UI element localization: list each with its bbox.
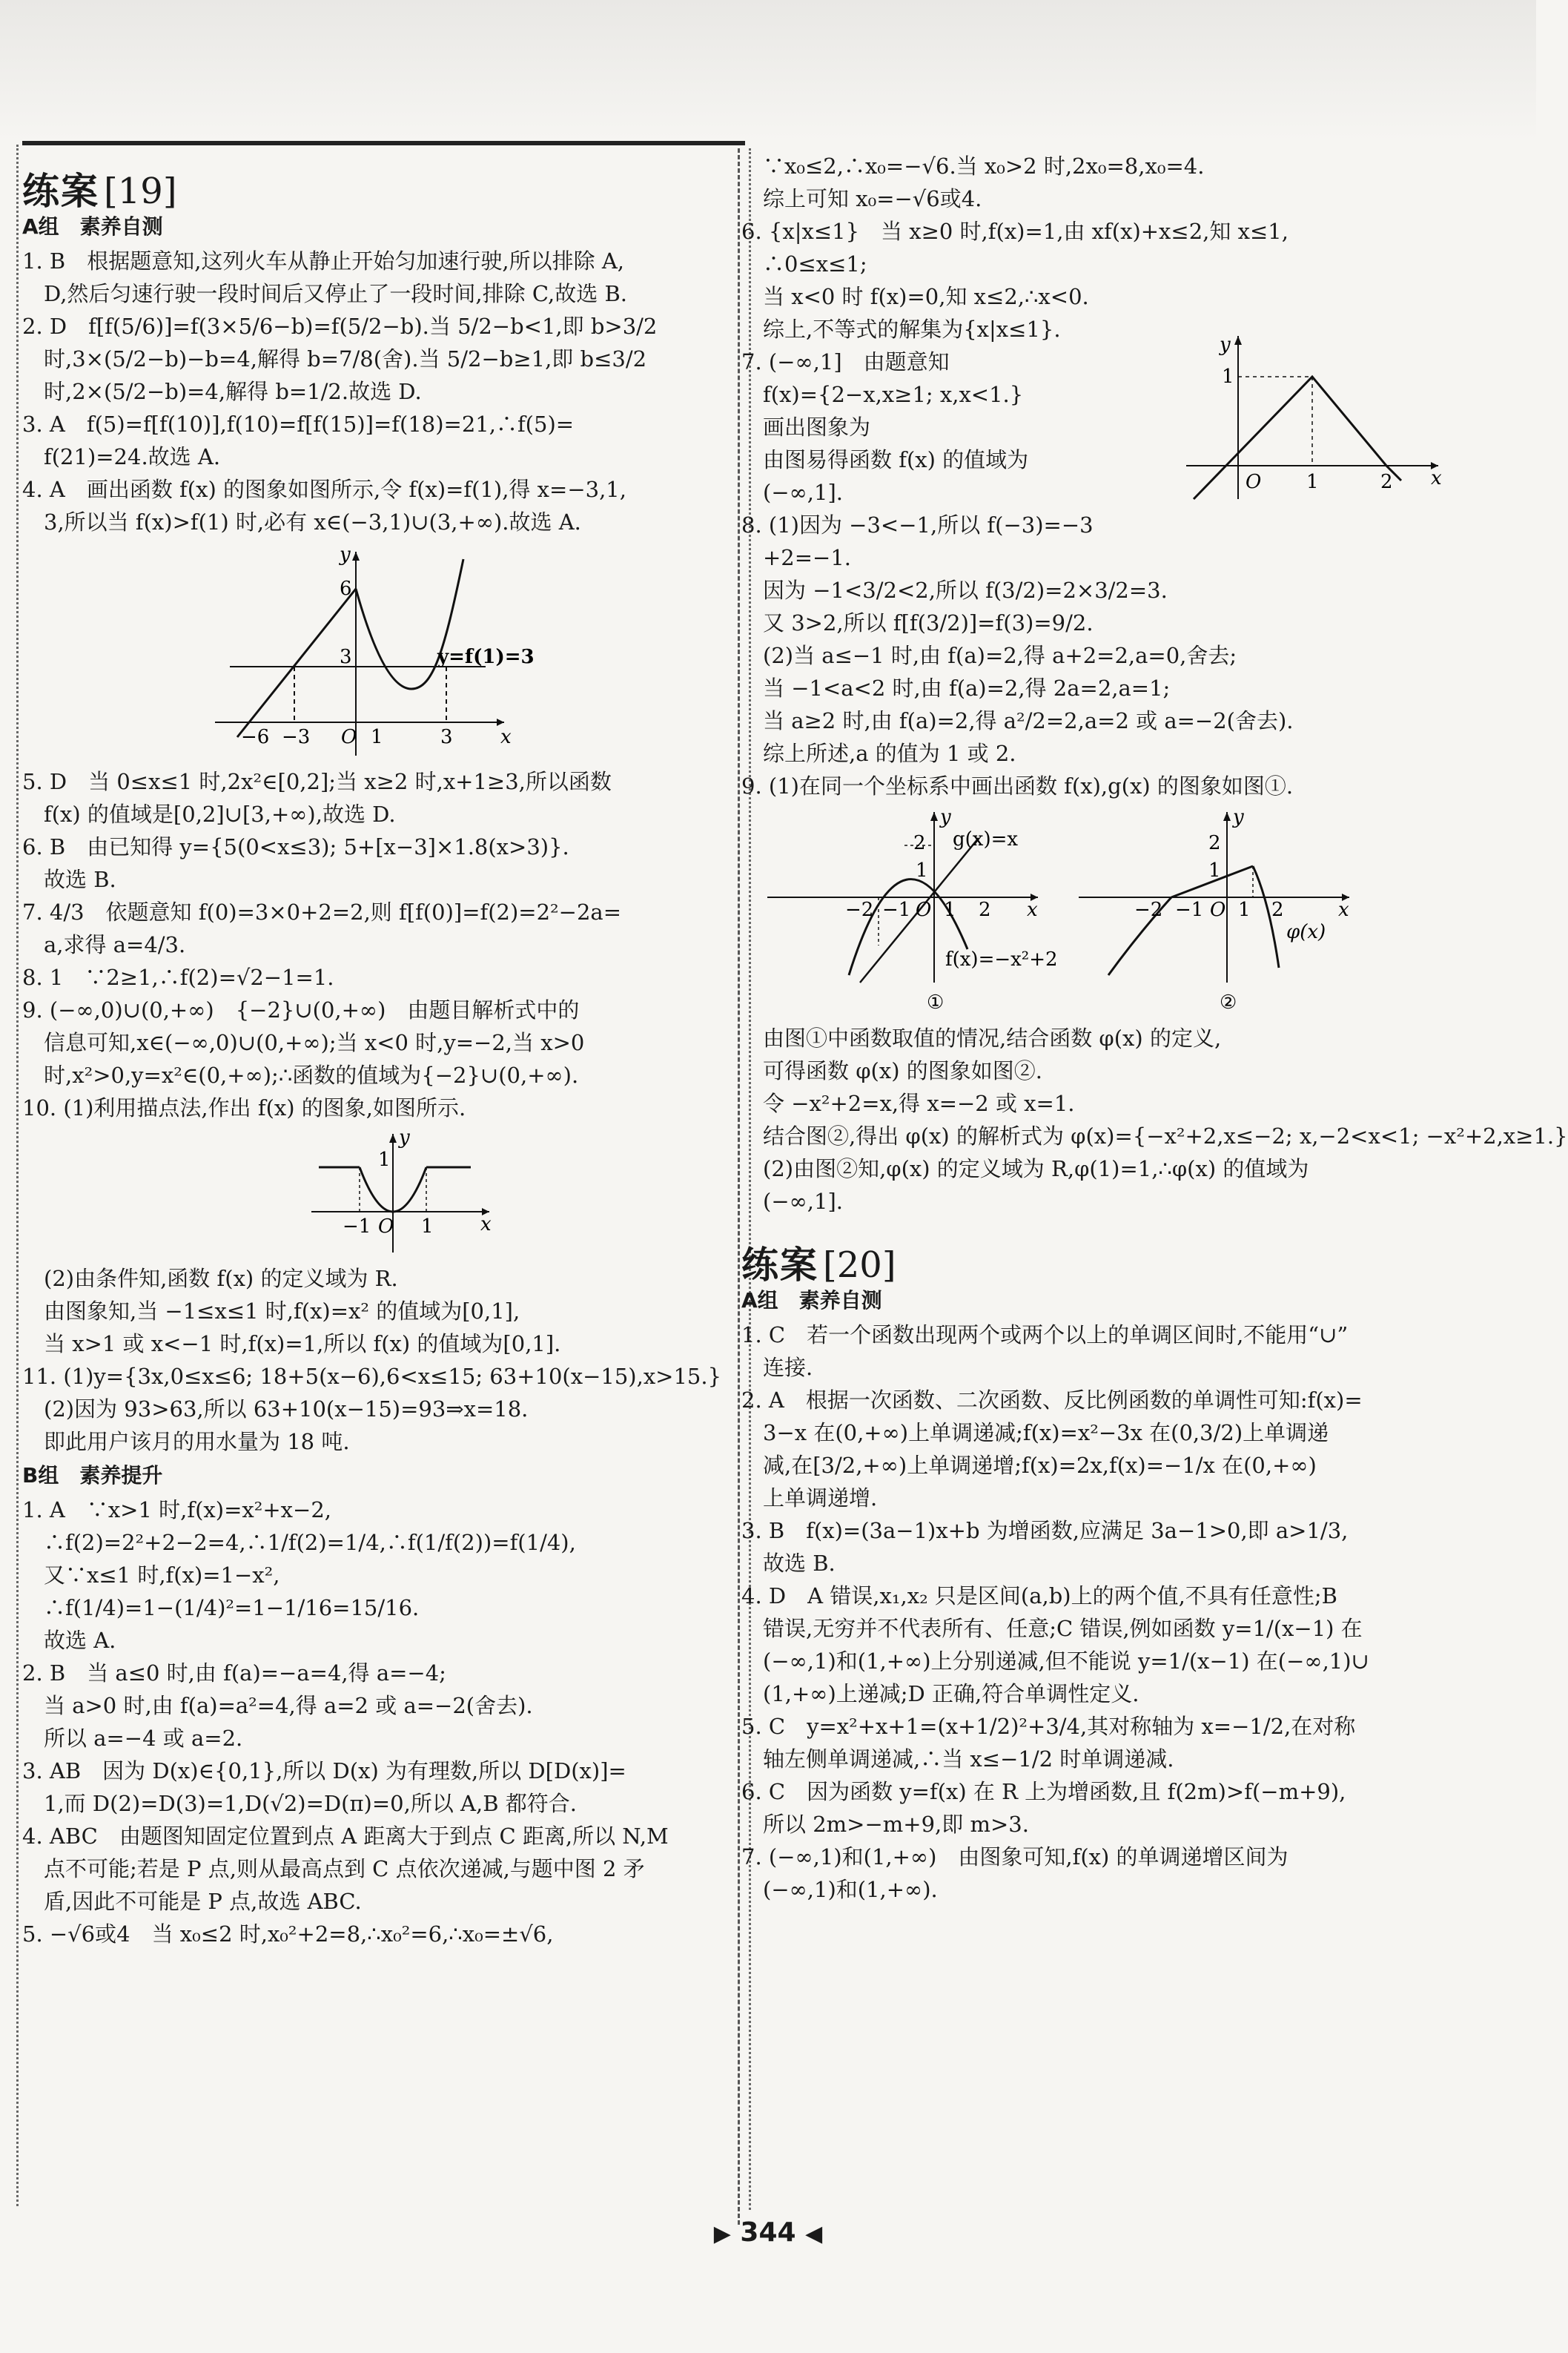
- answer-line: 由图易得函数 f(x) 的值域为: [741, 447, 1029, 472]
- graph-q4: [208, 544, 745, 759]
- axis-label-y: y: [340, 544, 351, 566]
- answer-line: 3. A f(5)=f[f(10)],f(10)=f[f(15)]=f(18)=21,∴f(5)=: [22, 412, 575, 437]
- axis-label-y: y: [1220, 334, 1231, 356]
- graph-q9-2: [1075, 808, 1357, 1016]
- tick-label: −1: [343, 1215, 371, 1238]
- answer-line: f(x) 的值域是[0,2]∪[3,+∞),故选 D.: [22, 802, 396, 827]
- origin-label: O: [1210, 899, 1226, 921]
- graph-pair-q9: [764, 802, 1486, 1022]
- answer-line: 7. (−∞,1)和(1,+∞) 由图象可知,f(x) 的单调递增区间为: [741, 1844, 1289, 1869]
- answer-line: 时,x²>0,y=x²∈(0,+∞);∴函数的值域为{−2}∪(0,+∞).: [22, 1063, 579, 1088]
- line-label: g(x)=x: [953, 828, 1019, 851]
- answer-line: (−∞,1)和(1,+∞)上分别递减,但不能说 y=1/(x−1) 在(−∞,1)∪: [741, 1649, 1369, 1674]
- answer-line: 3. B f(x)=(3a−1)x+b 为增函数,应满足 3a−1>0,即 a>1/3,: [741, 1518, 1349, 1543]
- answer-line: 由图象知,当 −1≤x≤1 时,f(x)=x² 的值域为[0,1],: [22, 1298, 520, 1324]
- answer-line: 2. A 根据一次函数、二次函数、反比例函数的单调性可知:f(x)=: [741, 1387, 1363, 1413]
- answer-line: 令 −x²+2=x,得 x=−2 或 x=1.: [741, 1091, 1075, 1116]
- answer-line: 错误,无穷并不代表所有、任意;C 错误,例如函数 y=1/(x−1) 在: [741, 1616, 1363, 1641]
- axis-label-x: x: [500, 726, 512, 748]
- tick-label: −1: [1175, 899, 1204, 921]
- answer-line: ∵x₀≤2,∴x₀=−√6.当 x₀>2 时,2x₀=8,x₀=4.: [741, 154, 1205, 179]
- answer-line: 5. C y=x²+x+1=(x+1/2)²+3/4,其对称轴为 x=−1/2,在对称: [741, 1714, 1356, 1739]
- tick-label: 2: [913, 832, 926, 854]
- axis-label-x: x: [1338, 899, 1349, 921]
- origin-label: O: [916, 899, 932, 921]
- answer-line: 故选 B.: [741, 1551, 836, 1576]
- tick-label: 1: [1306, 471, 1319, 493]
- answer-line: 4. A 画出函数 f(x) 的图象如图所示,令 f(x)=f(1),得 x=−3,1,: [22, 477, 626, 502]
- group-a-heading: A组 素养自测: [741, 1288, 882, 1313]
- group-a-heading: A组 素养自测: [22, 214, 163, 239]
- tick-label: 3: [440, 726, 453, 748]
- section-header-20: [741, 1224, 1486, 1287]
- graph-q10: [304, 1126, 745, 1256]
- answer-line: ∴f(1/4)=1−(1/4)²=1−1/16=15/16.: [22, 1595, 420, 1620]
- answer-line: 因为 −1<3/2<2,所以 f(3/2)=2×3/2=3.: [741, 578, 1168, 603]
- axis-label-y: y: [1233, 806, 1244, 828]
- answer-line: 故选 A.: [22, 1628, 116, 1653]
- answer-line: 综上可知 x₀=−√6或4.: [741, 186, 982, 211]
- axis-label-x: x: [1027, 899, 1038, 921]
- axis-label-x: x: [1431, 467, 1442, 489]
- answer-line: 5. −√6或4 当 x₀≤2 时,x₀²+2=8,∴x₀²=6,∴x₀=±√6,: [22, 1921, 554, 1947]
- answer-line: +2=−1.: [741, 545, 852, 570]
- answer-line: (2)由条件知,函数 f(x) 的定义域为 R.: [22, 1266, 398, 1291]
- graph-q7: [1179, 332, 1446, 503]
- answer-line: 时,3×(5/2−b)−b=4,解得 b=7/8(舍).当 5/2−b≥1,即 b≤3/2: [22, 346, 647, 372]
- tick-label: −2: [1134, 899, 1163, 921]
- answer-line: 点不可能;若是 P 点,则从最高点到 C 点依次递减,与题中图 2 矛: [22, 1856, 645, 1881]
- answer-block: [22, 1262, 745, 1950]
- answer-line: 6. {x|x≤1} 当 x≥0 时,f(x)=1,由 xf(x)+x≤2,知 x≤1,: [741, 219, 1289, 244]
- answer-line: (1,+∞)上递减;D 正确,符合单调性定义.: [741, 1681, 1139, 1706]
- answer-line: 1. A ∵x>1 时,f(x)=x²+x−2,: [22, 1497, 331, 1522]
- answer-line: 盾,因此不可能是 P 点,故选 ABC.: [22, 1889, 362, 1914]
- answer-line: 11. (1)y={3x,0≤x≤6; 18+5(x−6),6<x≤15; 63+10(x−15),x>15.}: [22, 1364, 722, 1389]
- answer-line: 所以 2m>−m+9,即 m>3.: [741, 1812, 1029, 1837]
- answer-line: 当 a≥2 时,由 f(a)=2,得 a²/2=2,a=2 或 a=−2(舍去).: [741, 708, 1294, 733]
- answer-line: 6. C 因为函数 y=f(x) 在 R 上为增函数,且 f(2m)>f(−m+9),: [741, 1779, 1346, 1804]
- answer-line: 3. AB 因为 D(x)∈{0,1},所以 D(x) 为有理数,所以 D[D(x)]=: [22, 1758, 626, 1783]
- tick-label: 6: [340, 578, 352, 600]
- tick-label: 1: [944, 899, 956, 921]
- answer-line: 4. D A 错误,x₁,x₂ 只是区间(a,b)上的两个值,不具有任意性;B: [741, 1583, 1337, 1608]
- answer-line: 9. (−∞,0)∪(0,+∞) {−2}∪(0,+∞) 由题目解析式中的: [22, 997, 580, 1023]
- answer-line: 2. D f[f(5/6)]=f(3×5/6−b)=f(5/2−b).当 5/2−b<1,即 b>3/2: [22, 314, 658, 339]
- answer-line: 7. (−∞,1] 由题意知: [741, 349, 950, 374]
- answer-line: 综上所述,a 的值为 1 或 2.: [741, 741, 1016, 766]
- group-b-heading: B组 素养提升: [22, 1463, 163, 1488]
- tick-label: 2: [1208, 832, 1221, 854]
- answer-line: 信息可知,x∈(−∞,0)∪(0,+∞);当 x<0 时,y=−2,当 x>0: [22, 1030, 585, 1055]
- answer-block: [22, 765, 745, 1124]
- answer-line: 8. 1 ∵2≥1,∴f(2)=√2−1=1.: [22, 965, 334, 990]
- section-title: 练案: [22, 170, 99, 213]
- answer-block: [741, 1022, 1568, 1218]
- figure-caption: ②: [1220, 991, 1237, 1014]
- graph-q9-1: [764, 806, 1058, 1016]
- answer-line: 8. (1)因为 −3<−1,所以 f(−3)=−3: [741, 512, 1094, 538]
- section-number: [19]: [104, 171, 177, 212]
- answer-line: 轴左侧单调递减,∴当 x≤−1/2 时单调递减.: [741, 1746, 1174, 1772]
- section-number: [20]: [823, 1244, 896, 1286]
- answer-line: 3,所以当 f(x)>f(1) 时,必有 x∈(−3,1)∪(3,+∞).故选 A.: [22, 509, 581, 535]
- answer-line: 可得函数 φ(x) 的图象如图②.: [741, 1058, 1042, 1083]
- figure-caption: ①: [927, 991, 945, 1014]
- answer-line: 所以 a=−4 或 a=2.: [22, 1726, 243, 1751]
- tick-label: 1: [1222, 366, 1234, 388]
- tick-label: −1: [882, 899, 911, 921]
- answer-line: 当 −1<a<2 时,由 f(a)=2,得 2a=2,a=1;: [741, 676, 1171, 701]
- answer-line: ∴f(2)=2²+2−2=4,∴1/f(2)=1/4,∴f(1/f(2))=f(1/4),: [22, 1530, 576, 1555]
- tick-label: 1: [1238, 899, 1251, 921]
- answer-line: 7. 4/3 依题意知 f(0)=3×0+2=2,则 f[f(0)]=f(2)=2²−2a=: [22, 900, 622, 925]
- origin-label: O: [341, 726, 357, 748]
- answer-line: 由图①中函数取值的情况,结合函数 φ(x) 的定义,: [741, 1026, 1222, 1051]
- answer-line: (−∞,1)和(1,+∞).: [741, 1877, 938, 1902]
- answer-line: 画出图象为: [741, 415, 871, 440]
- page-number: ▶ 344 ◀: [713, 2217, 823, 2248]
- answer-block: [741, 1319, 1486, 1906]
- answer-line: (2)由图②知,φ(x) 的定义域为 R,φ(1)=1,∴φ(x) 的值域为: [741, 1156, 1309, 1181]
- answer-line: 减,在[3/2,+∞)上单调递增;f(x)=2x,f(x)=−1/x 在(0,+∞): [741, 1453, 1317, 1478]
- answer-line: f(x)={2−x,x≥1; x,x<1.}: [741, 382, 1024, 407]
- axis-label-x: x: [480, 1213, 492, 1235]
- curve-label: φ(x): [1286, 921, 1326, 943]
- answer-line: 即此用户该月的用水量为 18 吨.: [22, 1429, 350, 1454]
- tick-label: 3: [340, 646, 352, 668]
- answer-block: [22, 245, 745, 538]
- answer-line: 综上,不等式的解集为{x|x≤1}.: [741, 317, 1061, 342]
- section-title: 练案: [741, 1244, 818, 1287]
- origin-label: O: [1246, 471, 1262, 493]
- answer-line: (−∞,1].: [741, 1189, 843, 1214]
- left-column: [22, 141, 745, 1950]
- answer-line: 1,而 D(2)=D(3)=1,D(√2)=D(π)=0,所以 A,B 都符合.: [22, 1791, 577, 1816]
- answer-line: 1. C 若一个函数出现两个或两个以上的单调区间时,不能用“∪”: [741, 1322, 1349, 1347]
- answer-line: a,求得 a=4/3.: [22, 932, 186, 957]
- page-number-text: 344: [740, 2217, 796, 2248]
- curve-label: f(x)=−x²+2: [945, 948, 1058, 971]
- answer-line: 上单调递增.: [741, 1485, 878, 1511]
- answer-line: 6. B 由已知得 y={5(0<x≤3); 5+[x−3]×1.8(x>3)}.: [22, 834, 569, 859]
- tick-label: 1: [371, 726, 383, 748]
- answer-line: (−∞,1].: [741, 480, 843, 505]
- tick-label: −6: [241, 726, 270, 748]
- answer-line: 当 x>1 或 x<−1 时,f(x)=1,所以 f(x) 的值域为[0,1].: [22, 1331, 561, 1356]
- top-band: [0, 0, 1536, 141]
- answer-line: 又 3>2,所以 f[f(3/2)]=f(3)=9/2.: [741, 610, 1094, 636]
- right-column: [741, 141, 1568, 1906]
- tick-label: 2: [1271, 899, 1284, 921]
- answer-line: 又∵x≤1 时,f(x)=1−x²,: [22, 1562, 280, 1588]
- tick-label: 1: [378, 1149, 391, 1171]
- tick-label: 1: [916, 859, 928, 882]
- line-label: y=f(1)=3: [437, 646, 535, 668]
- tick-label: −2: [845, 899, 874, 921]
- answer-line: 5. D 当 0≤x≤1 时,2x²∈[0,2];当 x≥2 时,x+1≥3,所以函数: [22, 769, 612, 794]
- axis-label-y: y: [940, 806, 951, 828]
- answer-line: (2)当 a≤−1 时,由 f(a)=2,得 a+2=2,a=0,舍去;: [741, 643, 1237, 668]
- answer-line: 10. (1)利用描点法,作出 f(x) 的图象,如图所示.: [22, 1095, 466, 1121]
- answer-line: f(21)=24.故选 A.: [22, 444, 221, 469]
- tick-label: 2: [1380, 471, 1393, 493]
- answer-line: 连接.: [741, 1355, 813, 1380]
- tick-label: 2: [979, 899, 991, 921]
- tick-label: 1: [1208, 859, 1221, 882]
- tick-label: 1: [421, 1215, 434, 1238]
- axis-label-y: y: [399, 1126, 410, 1149]
- answer-line: 故选 B.: [22, 867, 116, 892]
- answer-line: 4. ABC 由题图知固定位置到点 A 距离大于到点 C 距离,所以 N,M: [22, 1824, 669, 1849]
- answer-line: D,然后匀速行驶一段时间后又停止了一段时间,排除 C,故选 B.: [22, 281, 627, 306]
- answer-line: 当 x<0 时 f(x)=0,知 x≤2,∴x<0.: [741, 284, 1089, 309]
- answer-line: ∴0≤x≤1;: [741, 251, 867, 277]
- left-margin-rule: [16, 145, 19, 2206]
- answer-line: 3−x 在(0,+∞)上单调递减;f(x)=x²−3x 在(0,3/2)上单调递: [741, 1420, 1329, 1445]
- answer-line: 结合图②,得出 φ(x) 的解析式为 φ(x)={−x²+2,x≤−2; x,−2<x<1; −x²+2,x≥1.}: [741, 1123, 1568, 1149]
- answer-line: 时,2×(5/2−b)=4,解得 b=1/2.故选 D.: [22, 379, 422, 404]
- answer-line: 1. B 根据题意知,这列火车从静止开始匀加速行驶,所以排除 A,: [22, 248, 625, 274]
- answer-line: 9. (1)在同一个坐标系中画出函数 f(x),g(x) 的图象如图①.: [741, 773, 1294, 799]
- tick-label: −3: [282, 726, 311, 748]
- section-header-19: [22, 141, 745, 213]
- answer-line: (2)因为 93>63,所以 63+10(x−15)=93⇒x=18.: [22, 1396, 529, 1422]
- origin-label: O: [378, 1215, 394, 1238]
- answer-line: 2. B 当 a≤0 时,由 f(a)=−a=4,得 a=−4;: [22, 1660, 446, 1686]
- answer-line: 当 a>0 时,由 f(a)=a²=4,得 a=2 或 a=−2(舍去).: [22, 1693, 533, 1718]
